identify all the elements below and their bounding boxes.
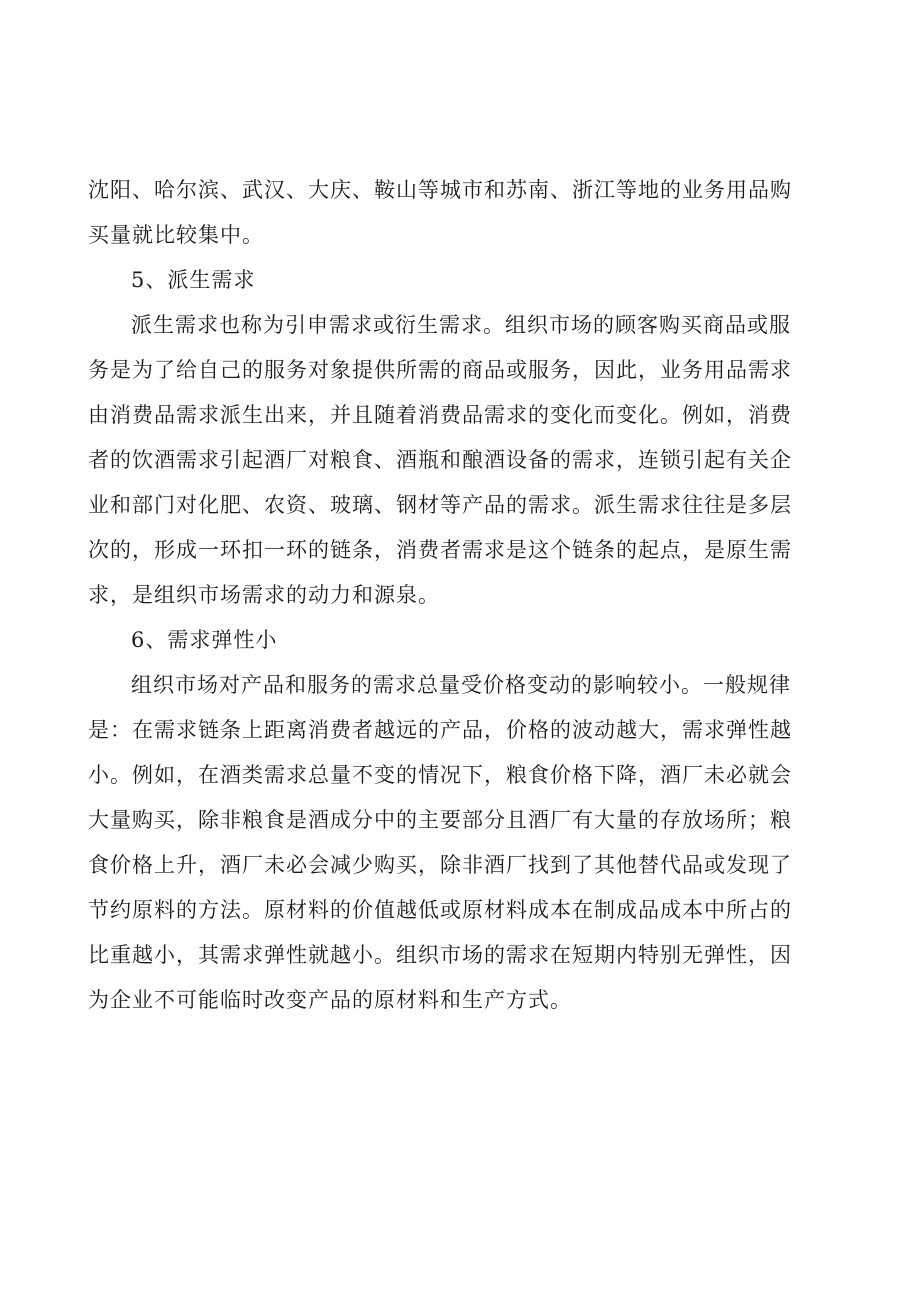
text-line: 大量购买，除非粮食是酒成分中的主要部分且酒厂有大量的存放场所；粮: [88, 808, 792, 832]
text-line: 业和部门对化肥、农资、玻璃、钢材等产品的需求。派生需求往往是多层: [88, 493, 792, 517]
text-line: 沈阳、哈尔滨、武汉、大庆、鞍山等城市和苏南、浙江等地的业务用品购: [88, 178, 792, 202]
text-line: 组织市场对产品和服务的需求总量受价格变动的影响较小。一般规律: [131, 673, 791, 697]
text-line: 求，是组织市场需求的动力和源泉。: [88, 583, 440, 607]
text-line: 者的饮酒需求引起酒厂对粮食、酒瓶和酿酒设备的需求，连锁引起有关企: [88, 448, 792, 472]
text-line: 为企业不可能临时改变产品的原材料和生产方式。: [88, 988, 572, 1012]
text-line: 派生需求也称为引申需求或衍生需求。组织市场的顾客购买商品或服: [131, 313, 791, 337]
text-line: 比重越小，其需求弹性就越小。组织市场的需求在短期内特别无弹性，因: [88, 943, 792, 967]
paragraph-low-elasticity: [88, 663, 838, 1023]
text-line: 小。例如，在酒类需求总量不变的情况下，粮食价格下降，酒厂未必就会: [88, 763, 792, 787]
document-body: [88, 168, 838, 1023]
section-heading-derived-demand: 5、派生需求: [131, 268, 256, 292]
text-line: 是：在需求链条上距离消费者越远的产品，价格的波动越大，需求弹性越: [88, 718, 792, 742]
paragraph-derived-demand: [88, 303, 838, 618]
text-line: 务是为了给自己的服务对象提供所需的商品或服务，因此，业务用品需求: [88, 358, 792, 382]
section-heading-low-elasticity: 6、需求弹性小: [131, 628, 278, 652]
paragraph-continuation: [88, 168, 838, 258]
text-line: 由消费品需求派生出来，并且随着消费品需求的变化而变化。例如，消费: [88, 403, 792, 427]
text-line: 节约原料的方法。原材料的价值越低或原材料成本在制成品成本中所占的: [88, 898, 792, 922]
text-line: 次的，形成一环扣一环的链条，消费者需求是这个链条的起点，是原生需: [88, 538, 792, 562]
text-line: 买量就比较集中。: [88, 223, 264, 247]
text-line: 食价格上升，酒厂未必会减少购买，除非酒厂找到了其他替代品或发现了: [88, 853, 792, 877]
